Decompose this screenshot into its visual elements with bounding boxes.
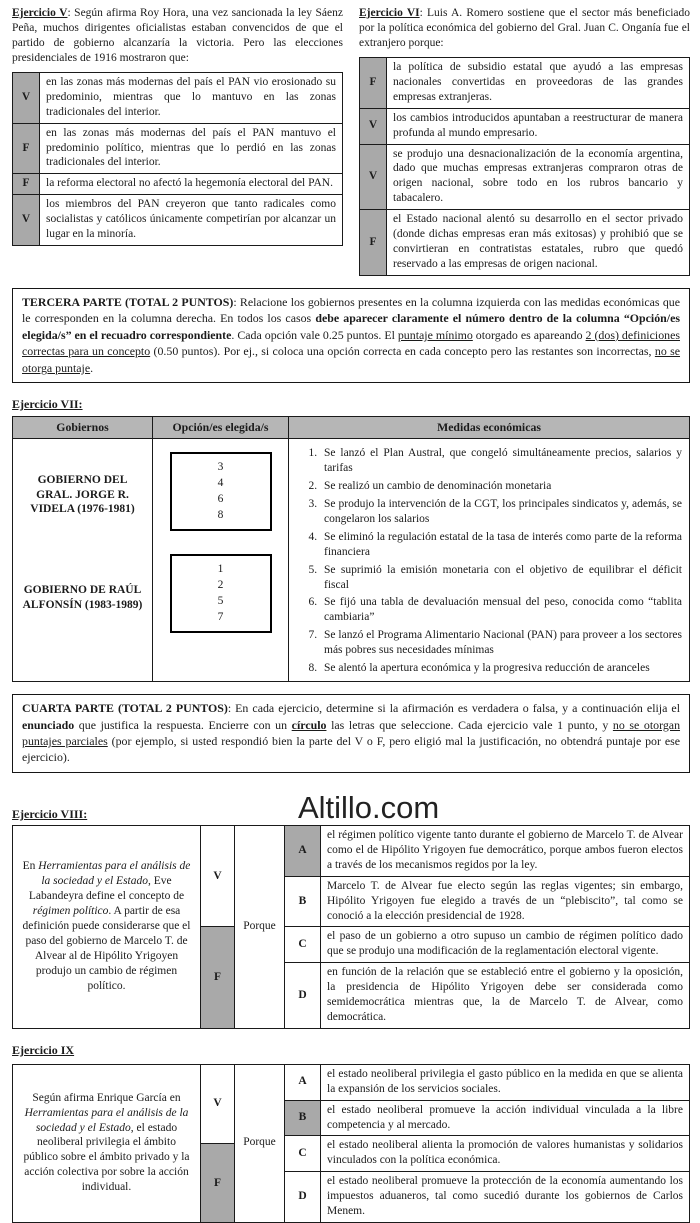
text-segment: Herramientas para el análisis de la sociedad y el Estado: [24, 1106, 189, 1134]
exercise-viii-table: [12, 825, 690, 1029]
exercise-vi-table: [359, 57, 690, 276]
exercise-vi-intro: [359, 6, 690, 51]
text-segment: (0.50 puntos). Por ej., si coloca una opción correcta en cada concepto pero las restantes son incorrectas,: [150, 344, 655, 359]
text-segment: . Cada opción vale 0.25 puntos. El: [231, 327, 398, 342]
text-segment: .: [90, 360, 94, 375]
vf-option-v[interactable]: V: [213, 1097, 222, 1110]
text-segment: no se otorgan puntajes parciales: [22, 717, 681, 748]
text-segment: : Relacione los gobiernos presentes en la columna izquierda con las medidas económicas que le corresponden en la columna derecha. En todos los casos: [22, 295, 680, 326]
option-number: 8: [217, 508, 224, 521]
option-letter-a[interactable]: A: [285, 1064, 321, 1100]
text-segment: enunciado: [22, 717, 75, 732]
exercise-v-table: [12, 72, 343, 246]
option-answer-box[interactable]: [170, 554, 272, 633]
medidas-cell: [289, 439, 690, 682]
exercise-ix-table: [12, 1064, 690, 1223]
vf-text-cell: la reforma electoral no afectó la hegemonía electoral del PAN.: [40, 174, 343, 195]
vf-letter-cell: F: [360, 210, 387, 276]
option-number: 4: [217, 476, 224, 489]
text-segment: . A partir de esa definición puede considerarse que el paso del gobierno de Marcelo T. de Alvear al de Hipólito Yrigoyen produjo un cambio de régimen político.: [22, 905, 191, 992]
table-row: [13, 123, 343, 174]
option-text-a: el estado neoliberal privilegia el gasto público en la medida en que se alienta la expansión de los servicios sociales.: [321, 1064, 690, 1100]
exercise-v-intro: [12, 6, 343, 66]
medida-item: 1. Se lanzó el Plan Austral, que congeló simultáneamente precios, salarios y tarifas: [320, 446, 682, 476]
option-text-c: el paso de un gobierno a otro supuso un cambio de régimen político dado que se produjo una modificación de la reglamentación electoral vigente.: [321, 927, 690, 963]
text-segment: círculo: [291, 717, 327, 732]
vf-text-cell: el Estado nacional alentó su desarrollo en el sector privado (donde dichas empresas eran más exitosas) y prohibió que se convirtieran en contratistas estatales, rubro que quedó reservado a las empresas de origen nacional.: [387, 210, 690, 276]
medida-item: 3. Se produjo la intervención de la CGT, los principales sindicatos y, además, se congelaron los salarios: [320, 497, 682, 527]
vf-stack: [201, 1065, 234, 1222]
vf-letter-cell: V: [360, 108, 387, 144]
table-row: [360, 210, 690, 276]
medidas-list: [290, 446, 688, 676]
gobiernos-cell: [13, 439, 153, 682]
option-text-c: el estado neoliberal alienta la promoción de valores humanistas y solidarios vinculados con la política económica.: [321, 1136, 690, 1172]
gobiernos-stack: [14, 440, 151, 645]
text-segment: que justifica la respuesta. Encierre con un: [74, 717, 292, 732]
option-number: 5: [217, 595, 224, 608]
text-segment: debe aparecer claramente el número dentro de la columna “Opción/es elegida/s” en el recuadro correspondiente: [22, 311, 680, 342]
text-segment: CUARTA PARTE (TOTAL 2 PUNTOS): [22, 701, 228, 716]
vf-choice-cell: [201, 1064, 235, 1222]
option-number: 2: [217, 579, 224, 592]
table-row: [360, 108, 690, 144]
column-header-medidas: Medidas económicas: [289, 416, 690, 438]
gobierno-block: [14, 550, 151, 645]
option-number: 1: [217, 563, 224, 576]
table-row: [360, 57, 690, 108]
table-row: [13, 825, 690, 876]
vf-letter-cell: F: [13, 174, 40, 195]
statement-cell: [13, 825, 201, 1028]
statement-cell: [13, 1064, 201, 1222]
vf-letter-cell: F: [13, 123, 40, 174]
exercise-vi-title: Ejercicio VI: [359, 7, 420, 19]
option-letter-c[interactable]: C: [285, 927, 321, 963]
option-text-d: en función de la relación que se estableció entre el gobierno y la oposición, la presidencia de Hipólito Yrigoyen debe ser considerada como semidemocrática mientras que, la de Marcelo T. de Alvear, como democrática.: [321, 963, 690, 1029]
exercise-vii-table: [12, 416, 690, 682]
option-letter-a[interactable]: A: [285, 825, 321, 876]
table-row: [13, 72, 343, 123]
vf-choice-cell: [201, 825, 235, 1028]
text-segment: no se otorga puntaje: [22, 344, 681, 375]
exercise-ix-label: Ejercicio IX: [12, 1043, 75, 1058]
table-row: [360, 144, 690, 210]
exercise-v-title: Ejercicio V: [12, 7, 68, 19]
watermark-band: [12, 783, 690, 823]
medida-item: 7. Se lanzó el Programa Alimentario Nacional (PAN) para proveer a los sectores más pobres sus necesidades mínimas: [320, 628, 682, 658]
option-text-b: el estado neoliberal promueve la acción individual vinculada a la libre competencia y al mercado.: [321, 1100, 690, 1136]
tercera-parte-box: [12, 288, 690, 383]
option-letter-b[interactable]: B: [285, 876, 321, 927]
medida-item: 5. Se suprimió la emisión monetaria con el objetivo de equilibrar el déficit fiscal: [320, 563, 682, 593]
table-row: [13, 195, 343, 246]
top-section: [12, 6, 690, 276]
table-row: [13, 1064, 690, 1100]
text-segment: En: [22, 860, 39, 873]
vf-option-f[interactable]: F: [201, 926, 234, 1028]
gobierno-name: GOBIERNO DE RAÚL ALFONSÍN (1983-1989): [22, 583, 143, 611]
medida-item: 8. Se alentó la apertura económica y la progresiva reducción de aranceles: [320, 661, 682, 676]
medida-item: 6. Se fijó una tabla de devaluación mensual del peso, conocida como “tablita cambiaria”: [320, 595, 682, 625]
altillo-watermark: Altillo.com: [297, 789, 440, 825]
table-body-row: [13, 439, 690, 682]
vf-letter-cell: F: [360, 57, 387, 108]
option-number: 6: [217, 492, 224, 505]
medida-item: 4. Se eliminó la regulación estatal de la tasa de interés como parte de la reforma financiera: [320, 530, 682, 560]
option-letter-b[interactable]: B: [285, 1100, 321, 1136]
opcion-block: [154, 440, 287, 543]
text-segment: otorgado es apareando: [472, 327, 586, 342]
text-segment: (por ejemplo, si usted respondió bien la parte del V o F, pero eligió mal la justificación, no obtendrá puntaje por ese ejercicio).: [22, 734, 681, 765]
vf-text-cell: los cambios introducidos apuntaban a reestructurar de manera profunda al mundo empresario.: [387, 108, 690, 144]
vf-letter-cell: V: [13, 72, 40, 123]
exercise-viii-label: Ejercicio VIII:: [12, 807, 88, 822]
opciones-cell: [153, 439, 289, 682]
option-text-a: el régimen político vigente tanto durante el gobierno de Marcelo T. de Alvear como el de Hipólito Yrigoyen fue democrático, porque ambos fueron electos a través de los mecanismos regidos por la ley.: [321, 825, 690, 876]
opcion-block: [154, 543, 287, 646]
vf-stack: [201, 826, 234, 1028]
opciones-stack: [154, 440, 287, 645]
option-text-d: el estado neoliberal promueve la protección de la economía aumentando los impuestos aduaneros, tal como sucedió durante los gobiernos de Carlos Menem.: [321, 1172, 690, 1223]
vf-text-cell: en las zonas más modernas del país el PAN vio erosionado su predominio, mientras que lo mantuvo en las zonas tradicionales del interior.: [40, 72, 343, 123]
text-segment: : En cada ejercicio, determine si la afirmación es verdadera o falsa, y a continuación elija el: [227, 701, 681, 716]
vf-option-v[interactable]: V: [213, 869, 222, 882]
option-answer-box[interactable]: [170, 452, 272, 531]
text-segment: , Eve Labandeyra define el concepto de: [28, 875, 185, 903]
text-segment: Herramientas para el análisis de la sociedad y el Estado: [38, 860, 191, 888]
text-segment: 2 (dos) definiciones correctas para un concepto: [22, 327, 680, 359]
vf-text-cell: en las zonas más modernas del país el PAN mantuvo el predominio político, mientras que lo perdió en las zonas tradicionales del interior.: [40, 123, 343, 174]
gobierno-name: GOBIERNO DEL GRAL. JORGE R. VIDELA (1976-1981): [30, 473, 135, 516]
vf-text-cell: la política de subsidio estatal que ayudó a las empresas nacionales convertidas en proveedoras de las grandes empresas extranjeras.: [387, 57, 690, 108]
option-letter-d[interactable]: D: [285, 1172, 321, 1223]
exercise-vi-intro-text: : Luis A. Romero sostiene que el sector más beneficiado por la política económica del gobierno del Gral. Juan C. Onganía fue el extranjero porque:: [359, 7, 691, 49]
vf-letter-cell: V: [13, 195, 40, 246]
cuarta-parte-box: [12, 694, 690, 773]
column-header-opciones: Opción/es elegida/s: [153, 416, 289, 438]
text-segment: Según afirma Enrique García en: [32, 1091, 181, 1104]
table-header-row: [13, 416, 690, 438]
text-segment: TERCERA PARTE (TOTAL 2 PUNTOS): [22, 295, 234, 309]
vf-option-f[interactable]: F: [201, 1143, 234, 1222]
vf-text-cell: los miembros del PAN creyeron que tanto radicales como socialistas y católicos únicamente competirían por alcanzar un lugar en la minoría.: [40, 195, 343, 246]
gobierno-block: [14, 440, 151, 550]
vf-text-cell: se produjo una desnacionalización de la economía argentina, dado que muchas empresas extranjeras compraron otras de origen nacional, sobre todo en los rubros bancario y tabacalero.: [387, 144, 690, 210]
porque-cell: Porque: [235, 825, 285, 1028]
exercise-v-intro-text: : Según afirma Roy Hora, una vez sancionada la ley Sáenz Peña, muchos dirigentes oficialistas estaban convencidos de que el partido de gobierno alcanzaría la victoria. Pero las elecciones presidenciales de 1916 mostraron que:: [12, 7, 343, 64]
column-header-gobiernos: Gobiernos: [13, 416, 153, 438]
exercise-v-section: [12, 6, 343, 246]
vf-letter-cell: V: [360, 144, 387, 210]
text-segment: , el estado neoliberal privilegia el ámbito público sobre el ámbito privado y la acción colectiva por sobre la acción individual.: [23, 1121, 190, 1194]
option-letter-d[interactable]: D: [285, 963, 321, 1029]
option-letter-c[interactable]: C: [285, 1136, 321, 1172]
text-segment: las letras que seleccione. Cada ejercicio vale 1 punto, y: [326, 717, 613, 732]
porque-cell: Porque: [235, 1064, 285, 1222]
text-segment: régimen político: [32, 905, 109, 918]
text-segment: puntaje mínimo: [397, 327, 473, 342]
option-text-b: Marcelo T. de Alvear fue electo según las reglas vigentes; sin embargo, Hipólito Yrigoyen fue elegido a través de un “plebiscito”, tal como se conoció a la elección presidencial de 1928.: [321, 876, 690, 927]
exercise-vii-label: Ejercicio VII:: [12, 397, 83, 412]
exercise-vi-section: [359, 6, 690, 276]
table-row: [13, 174, 343, 195]
medida-item: 2. Se realizó un cambio de denominación monetaria: [320, 479, 682, 494]
option-number: 7: [217, 611, 224, 624]
option-number: 3: [217, 460, 224, 473]
